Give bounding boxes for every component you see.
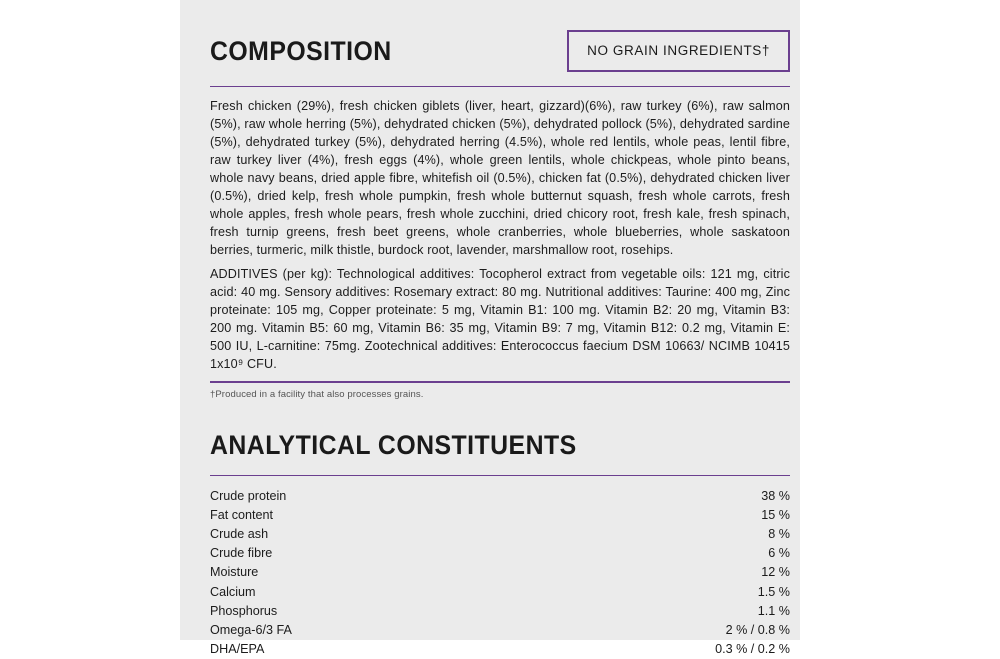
grain-facility-footnote: †Produced in a facility that also processes grains. <box>210 389 424 400</box>
no-grain-badge: NO GRAIN INGREDIENTS† <box>567 30 790 72</box>
constituent-value: 1.5 % <box>757 584 790 599</box>
constituent-value: 38 % <box>761 488 790 503</box>
constituent-value: 1.1 % <box>757 603 790 618</box>
composition-divider-top <box>210 86 790 87</box>
constituent-label: Omega-6/3 FA <box>210 622 292 637</box>
table-row <box>210 620 790 639</box>
constituent-value: 15 % <box>761 507 790 522</box>
right-white-band <box>800 0 1000 640</box>
table-row <box>210 601 790 620</box>
constituent-label: Crude ash <box>210 526 269 541</box>
table-row <box>210 524 790 543</box>
constituent-label: Calcium <box>210 584 256 599</box>
additives-paragraph: ADDITIVES (per kg): Technological additives: Tocopherol extract from vegetable oils: 121 mg, citric acid: 40 mg. Sensory additives: Rosemary extract: 80 mg. Nutritional additives: Taurine: 400 mg, Zinc proteinate: 105 mg, Copper proteinate: 5 mg, Vitamin B1: 100 mg. Vitamin B2: 20 mg, Vitamin B3: 200 mg. Vitamin B5: 60 mg, Vitamin B6: 35 mg, Vitamin B9: 7 mg, Vitamin B12: 0.2 mg, Vitamin E: 500 IU, L-carnitine: 75mg. Zootechnical additives: Enterococcus faecium DSM 10663/ NCIMB 10415 1x10⁹ CFU. <box>210 267 790 371</box>
constituent-value: 0.3 % / 0.2 % <box>715 642 790 657</box>
analytical-title: ANALYTICAL CONSTITUENTS <box>210 430 577 460</box>
composition-title: COMPOSITION <box>210 35 392 66</box>
ingredients-paragraph: Fresh chicken (29%), fresh chicken giblets (liver, heart, gizzard)(6%), raw turkey (6%), raw salmon (5%), raw whole herring (5%), dehydrated chicken (5%), dehydrated pollock (5%), dehydrated sardine (5%), dehydrated turkey (5%), dehydrated herring (4.5%), whole red lentils, whole peas, lentil fibre, raw turkey liver (4%), fresh eggs (4%), whole green lentils, whole chickpeas, whole pinto beans, whole navy beans, dried apple fibre, whitefish oil (0.5%), chicken fat (0.5%), dehydrated chicken liver (0.5%), dried kelp, fresh whole pumpkin, fresh whole butternut squash, fresh whole carrots, fresh whole apples, fresh whole pears, fresh whole zucchini, dried chicory root, fresh kale, fresh spinach, fresh turnip greens, fresh beet greens, whole cranberries, whole blueberries, whole saskatoon berries, turmeric, milk thistle, burdock root, lavender, marshmallow root, rosehips. <box>210 99 790 257</box>
analytical-section <box>210 432 790 659</box>
constituent-value: 2 % / 0.8 % <box>725 622 790 637</box>
constituent-value: 8 % <box>768 526 790 541</box>
table-row <box>210 582 790 601</box>
table-row <box>210 505 790 524</box>
constituent-label: DHA/EPA <box>210 642 265 657</box>
constituent-label: Phosphorus <box>210 603 278 618</box>
composition-header <box>210 30 790 72</box>
table-row <box>210 563 790 582</box>
constituent-label: Crude fibre <box>210 546 273 561</box>
constituent-value: 6 % <box>768 546 790 561</box>
analytical-table <box>210 486 790 659</box>
constituent-label: Crude protein <box>210 488 287 503</box>
composition-divider-bottom <box>210 381 790 383</box>
constituent-label: Fat content <box>210 507 274 522</box>
table-row <box>210 486 790 505</box>
analytical-divider <box>210 475 790 476</box>
constituent-label: Moisture <box>210 565 259 580</box>
analytical-table-body <box>210 486 790 659</box>
constituent-value: 12 % <box>761 565 790 580</box>
label-content <box>210 0 790 657</box>
table-row <box>210 640 790 659</box>
table-row <box>210 544 790 563</box>
left-white-band <box>0 0 180 640</box>
